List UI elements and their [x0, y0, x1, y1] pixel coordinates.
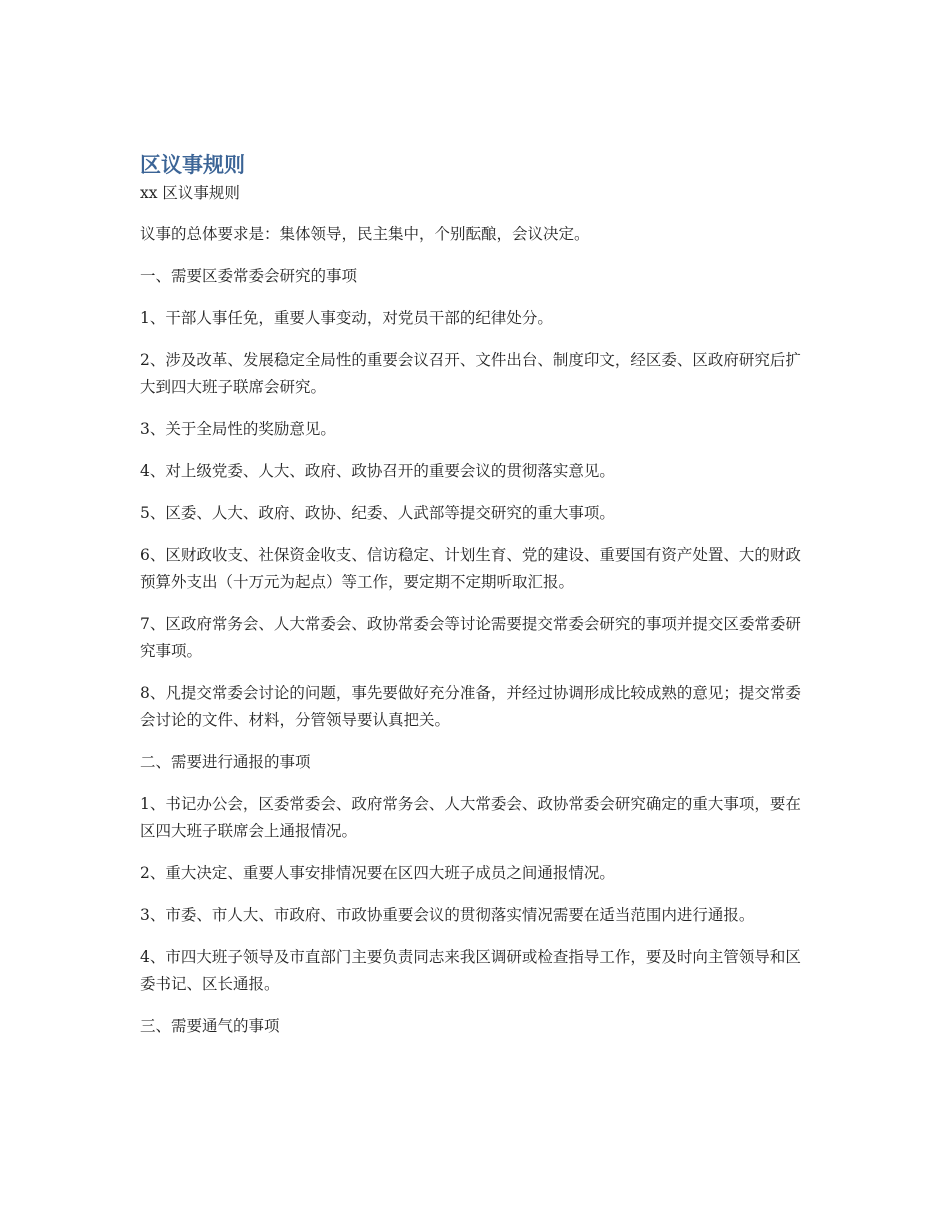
section-1-item-2: 2、涉及改革、发展稳定全局性的重要会议召开、文件出台、制度印文，经区委、区政府研究后扩大到四大班子联席会研究。 — [140, 351, 801, 396]
section-heading-1: 一、需要区委常委会研究的事项 — [140, 267, 358, 285]
section-2-item-4: 4、市四大班子领导及市直部门主要负责同志来我区调研或检查指导工作，要及时向主管领导和区委书记、区长通报。 — [140, 948, 801, 993]
document-subtitle: xx 区议事规则 — [140, 184, 240, 202]
section-1-item-1: 1、干部人事任免，重要人事变动，对党员干部的纪律处分。 — [140, 309, 553, 327]
section-2-item-1: 1、书记办公会，区委常委会、政府常务会、人大常委会、政协常委会研究确定的重大事项，要在区四大班子联席会上通报情况。 — [140, 795, 801, 840]
intro-paragraph: 议事的总体要求是：集体领导，民主集中，个别酝酿，会议决定。 — [140, 225, 590, 243]
section-1-item-6: 6、区财政收支、社保资金收支、信访稳定、计划生育、党的建设、重要国有资产处置、大的财政预算外支出（十万元为起点）等工作，要定期不定期听取汇报。 — [140, 546, 801, 591]
section-1-item-4: 4、对上级党委、人大、政府、政协召开的重要会议的贯彻落实意见。 — [140, 462, 615, 480]
document-body — [140, 150, 805, 1040]
section-1-item-7: 7、区政府常务会、人大常委会、政协常委会等讨论需要提交常委会研究的事项并提交区委常委研究事项。 — [140, 615, 801, 660]
section-1-item-3: 3、关于全局性的奖励意见。 — [140, 420, 336, 438]
section-2-item-2: 2、重大决定、重要人事安排情况要在区四大班子成员之间通报情况。 — [140, 864, 615, 882]
section-1-item-5: 5、区委、人大、政府、政协、纪委、人武部等提交研究的重大事项。 — [140, 504, 615, 522]
section-1-item-8: 8、凡提交常委会讨论的问题，事先要做好充分准备，并经过协调形成比较成熟的意见；提交常委会讨论的文件、材料，分管领导要认真把关。 — [140, 684, 801, 729]
section-heading-3: 三、需要通气的事项 — [140, 1017, 280, 1035]
section-heading-2: 二、需要进行通报的事项 — [140, 753, 311, 771]
document-title: 区议事规则 — [140, 153, 245, 177]
section-2-item-3: 3、市委、市人大、市政府、市政协重要会议的贯彻落实情况需要在适当范围内进行通报。 — [140, 906, 755, 924]
